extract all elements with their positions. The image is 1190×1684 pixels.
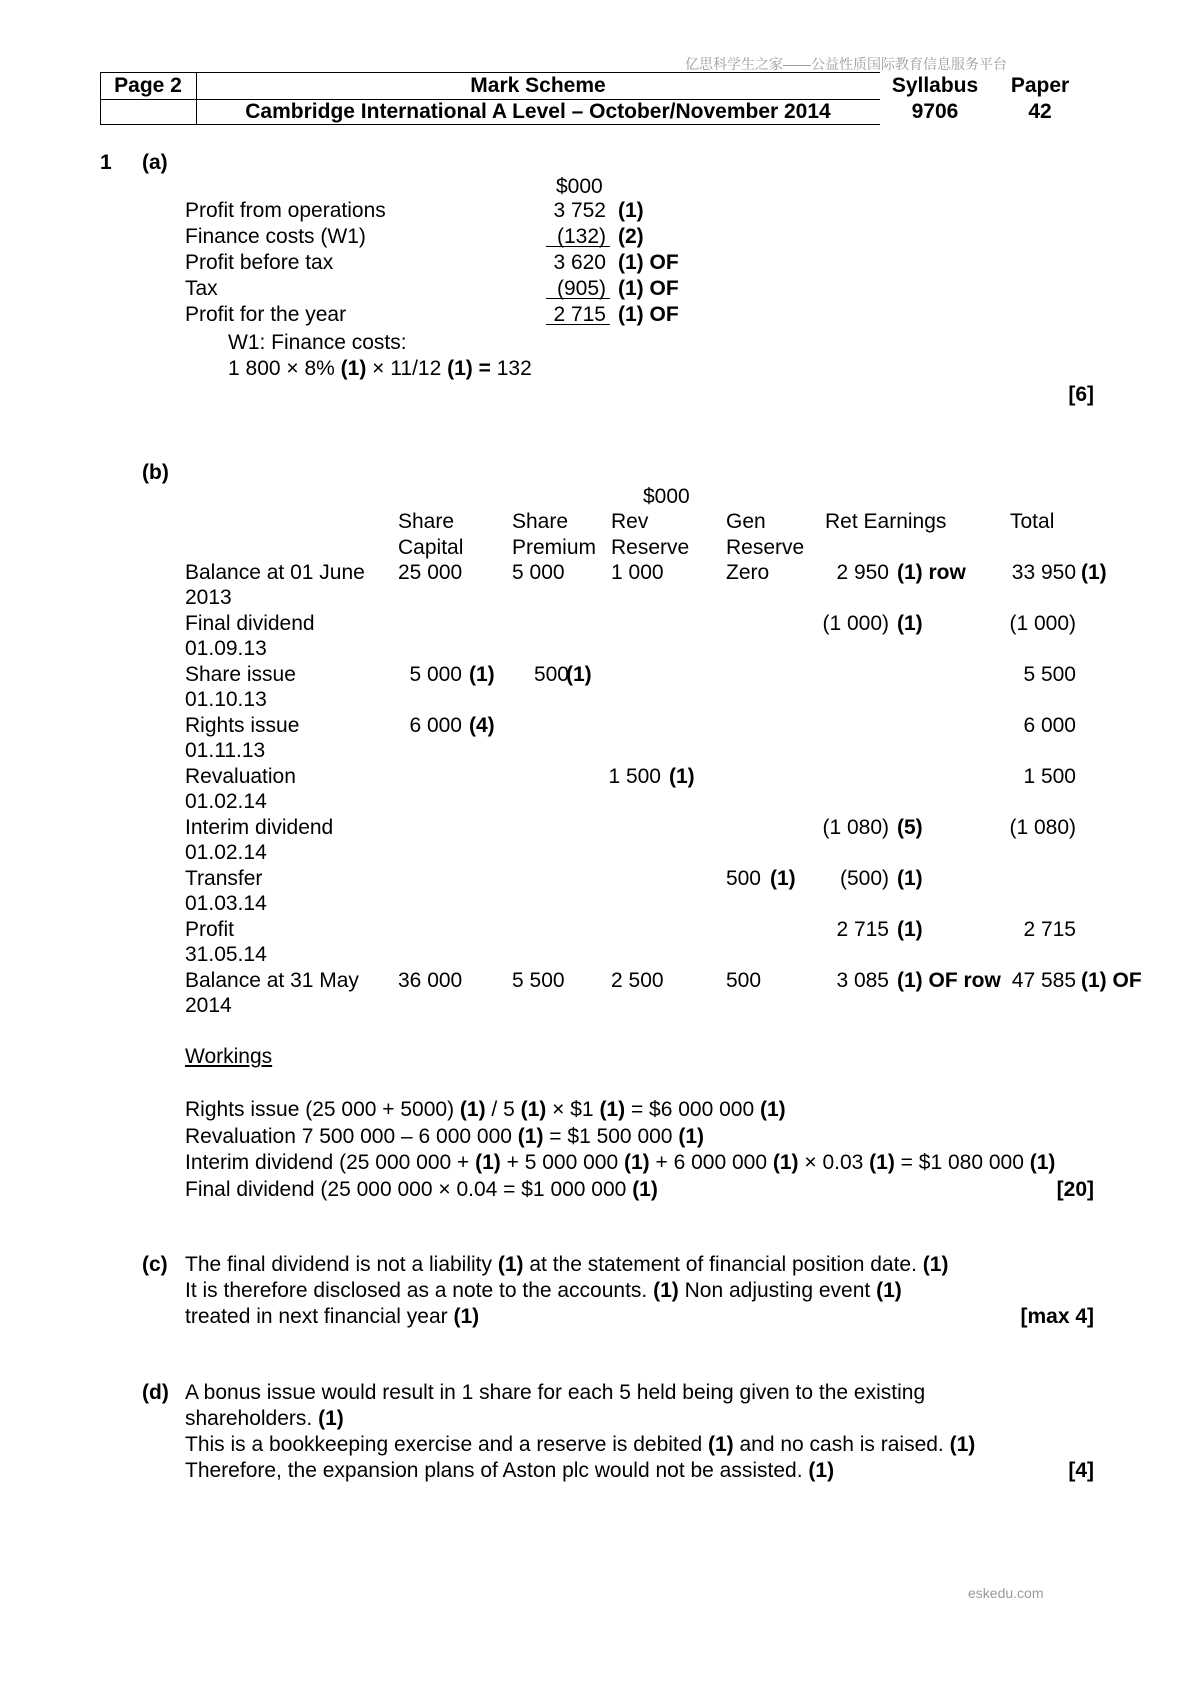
rev-reserve-value: 2 500: [611, 969, 664, 992]
mark: (1): [772, 1151, 799, 1174]
row-label: Balance at 31 May: [185, 969, 359, 992]
mark: (1): [623, 1151, 650, 1174]
total-mark: (1): [1081, 561, 1107, 584]
answer-line: [185, 1458, 834, 1484]
total-value: 1 500: [1023, 765, 1076, 788]
text: The final dividend is not a liability: [185, 1253, 498, 1276]
mark: (1): [475, 1151, 501, 1174]
line-item-value: (132): [556, 225, 606, 248]
share-premium-value: 500: [533, 663, 569, 686]
total-rule: [546, 324, 610, 325]
unit-label-b: $000: [643, 485, 690, 508]
line-item-label: Profit before tax: [185, 251, 334, 274]
mark: (1): [707, 1433, 734, 1456]
total-value: (1 080): [1009, 816, 1076, 839]
mark: (1): [678, 1124, 704, 1148]
total-value: (1 000): [1009, 612, 1076, 635]
answer-line: [185, 1304, 479, 1330]
text: Final dividend (25 000 000 × 0.04 = $1 000 000: [185, 1177, 633, 1201]
row-date: 01.02.14: [185, 841, 267, 864]
text: A bonus issue would result in 1 share for each 5 held being given to the existing: [185, 1381, 926, 1404]
text: Non adjusting event: [678, 1279, 877, 1302]
share-premium-value: 5 500: [512, 969, 565, 992]
ret-earnings-value: 2 715: [836, 918, 889, 941]
share-capital-value: 5 000: [409, 663, 462, 686]
workings-title: Workings: [185, 1045, 273, 1068]
share-premium-value: 5 000: [512, 561, 565, 584]
ret-earnings-value: (1 080): [822, 816, 889, 839]
syllabus-label: Syllabus: [891, 74, 979, 97]
part-b-total: [20]: [1056, 1178, 1094, 1201]
line-item-label: Profit from operations: [185, 199, 386, 222]
rev-reserve-value: 1 500: [608, 765, 661, 788]
row-label: Balance at 01 June: [185, 561, 365, 584]
gen-reserve-value: 500: [725, 867, 761, 890]
total-value: 5 500: [1023, 663, 1076, 686]
row-date: 31.05.14: [185, 943, 267, 966]
answer-line: [185, 1252, 948, 1278]
text: Interim dividend (25 000 000 +: [185, 1151, 476, 1174]
answer-line: [185, 1406, 344, 1432]
watermark-bottom: eskedu.com: [968, 1585, 1044, 1601]
col-rev-reserve-1: Rev: [611, 510, 649, 533]
row-date: 01.11.13: [185, 739, 266, 762]
w1-calculation: 1 800 × 8% (1) × 11/12 (1) = 132: [228, 357, 532, 380]
col-share-premium-1: Share: [512, 510, 569, 533]
row-label: Transfer: [185, 867, 263, 890]
text: = $6 000 000: [625, 1098, 760, 1121]
line-item-value: 2 715: [553, 303, 606, 326]
text: = $1 080 000: [894, 1151, 1030, 1174]
col-gen-reserve-2: Reserve: [726, 536, 805, 559]
total-value: 2 715: [1023, 918, 1076, 941]
row-label: Interim dividend: [185, 816, 334, 839]
row-date: 01.03.14: [185, 892, 267, 915]
text: + 5 000 000: [500, 1151, 624, 1174]
part-a-label: (a): [142, 151, 168, 174]
text: This is a bookkeeping exercise and a reserve is debited: [185, 1433, 708, 1456]
col-rev-reserve-2: Reserve: [611, 536, 690, 559]
answer-line: [185, 1432, 975, 1458]
share-capital-value: 25 000: [398, 561, 463, 584]
share-capital-mark: (4): [469, 714, 495, 737]
share-premium-mark: (1): [566, 663, 592, 686]
mark: (1): [1029, 1151, 1056, 1174]
col-share-premium-2: Premium: [512, 536, 597, 559]
ret-earnings-mark: (1) OF row: [897, 969, 1001, 992]
ret-earnings-value: 3 085: [836, 969, 889, 992]
ret-earnings-value: 2 950: [836, 561, 889, 584]
line-item-mark: (2): [618, 225, 644, 248]
header-title: Mark Scheme: [470, 74, 606, 97]
header-subtitle: Cambridge International A Level – October/November 2014: [245, 100, 831, 123]
rev-reserve-value: 1 000: [611, 561, 664, 584]
line-item-mark: (1) OF: [618, 277, 679, 300]
col-share-capital-2: Capital: [398, 536, 464, 559]
part-d-label: (d): [142, 1381, 169, 1404]
mark: (1): [632, 1177, 658, 1201]
mark: (1): [520, 1098, 547, 1121]
question-number: 1: [100, 151, 112, 174]
part-c-total: [max 4]: [1020, 1305, 1094, 1328]
text: Rights issue (25 000 + 5000): [185, 1098, 460, 1121]
working-line: [185, 1177, 658, 1203]
working-line: [185, 1124, 704, 1150]
paper-label: Paper: [1010, 74, 1070, 97]
col-gen-reserve-1: Gen: [726, 510, 766, 533]
ret-earnings-value: (500): [839, 867, 889, 890]
gen-reserve-mark: (1): [770, 867, 796, 890]
text: × 0.03: [798, 1151, 870, 1174]
part-b-label: (b): [142, 461, 169, 484]
mark: (1): [876, 1279, 902, 1302]
w1-title: W1: Finance costs:: [228, 331, 407, 354]
mark: (1): [808, 1459, 835, 1482]
total-mark: (1) OF: [1081, 969, 1142, 992]
mark: (1): [497, 1253, 524, 1276]
part-a-total: [6]: [1068, 383, 1094, 406]
row-date: 2014: [185, 994, 232, 1017]
line-item-mark: (1): [618, 199, 644, 222]
row-date: 01.10.13: [185, 688, 267, 711]
share-capital-value: 36 000: [398, 969, 463, 992]
total-value: 6 000: [1023, 714, 1076, 737]
paper-value: 42: [1028, 100, 1052, 123]
mark: (1): [653, 1279, 679, 1302]
answer-line: [185, 1380, 925, 1406]
mark: (1): [759, 1098, 786, 1121]
line-item-label: Finance costs (W1): [185, 225, 366, 248]
text: and no cash is raised.: [733, 1433, 950, 1456]
line-item-value: 3 620: [553, 251, 606, 274]
ret-earnings-mark: (1) row: [897, 561, 966, 584]
text: It is therefore disclosed as a note to the accounts.: [185, 1279, 654, 1302]
line-item-label: Profit for the year: [185, 303, 347, 326]
total-rule: [546, 298, 610, 299]
text: / 5: [485, 1098, 521, 1121]
text: Therefore, the expansion plans of Aston plc would not be assisted.: [185, 1459, 809, 1482]
watermark-top: 亿思科学生之家——公益性质国际教育信息服务平台: [685, 56, 1007, 72]
row-label: Rights issue: [185, 714, 300, 737]
text: + 6 000 000: [649, 1151, 773, 1174]
col-share-capital-1: Share: [398, 510, 455, 533]
line-item-mark: (1) OF: [618, 251, 679, 274]
part-c-label: (c): [142, 1253, 168, 1276]
gen-reserve-value: 500: [726, 969, 762, 992]
line-item-value: 3 752: [553, 199, 606, 222]
text: Revaluation 7 500 000 – 6 000 000: [185, 1124, 518, 1148]
page-number: Page 2: [114, 74, 182, 97]
row-date: 01.02.14: [185, 790, 267, 813]
mark: (1): [453, 1305, 480, 1328]
gen-reserve-value: Zero: [726, 561, 770, 584]
share-capital-value: 6 000: [409, 714, 462, 737]
col-total: Total: [1010, 510, 1055, 533]
working-line: [185, 1150, 1055, 1176]
row-label: Revaluation: [185, 765, 296, 788]
text: = $1 500 000: [543, 1124, 679, 1148]
ret-earnings-value: (1 000): [822, 612, 889, 635]
ret-earnings-mark: (5): [897, 816, 923, 839]
total-rule: [546, 246, 610, 247]
text: treated in next financial year: [185, 1305, 454, 1328]
line-item-label: Tax: [185, 277, 218, 300]
mark: (1): [869, 1151, 895, 1174]
mark: (1): [599, 1098, 626, 1121]
line-item-value: (905): [556, 277, 606, 300]
mark: (1): [922, 1253, 949, 1276]
ret-earnings-mark: (1): [897, 867, 923, 890]
text: × $1: [546, 1098, 600, 1121]
rev-reserve-mark: (1): [669, 765, 695, 788]
row-label: Share issue: [185, 663, 296, 686]
total-value: 33 950: [1011, 561, 1076, 584]
working-line: [185, 1097, 786, 1123]
row-date: 2013: [185, 586, 232, 609]
mark: (1): [517, 1124, 544, 1148]
text: shareholders.: [185, 1407, 319, 1430]
share-capital-mark: (1): [469, 663, 495, 686]
ret-earnings-mark: (1): [897, 612, 923, 635]
unit-label: $000: [556, 175, 603, 198]
total-value: 47 585: [1011, 969, 1076, 992]
mark: (1): [318, 1407, 344, 1430]
row-date: 01.09.13: [185, 637, 267, 660]
row-label: Final dividend: [185, 612, 315, 635]
text: at the statement of financial position date.: [523, 1253, 923, 1276]
ret-earnings-mark: (1): [897, 918, 923, 941]
row-label: Profit: [185, 918, 235, 941]
part-d-total: [4]: [1068, 1459, 1094, 1482]
line-item-mark: (1) OF: [618, 303, 679, 326]
mark: (1): [459, 1098, 486, 1121]
col-ret-earnings: Ret Earnings: [825, 510, 947, 533]
syllabus-value: 9706: [911, 100, 959, 123]
mark: (1): [949, 1433, 976, 1456]
answer-line: [185, 1278, 902, 1304]
